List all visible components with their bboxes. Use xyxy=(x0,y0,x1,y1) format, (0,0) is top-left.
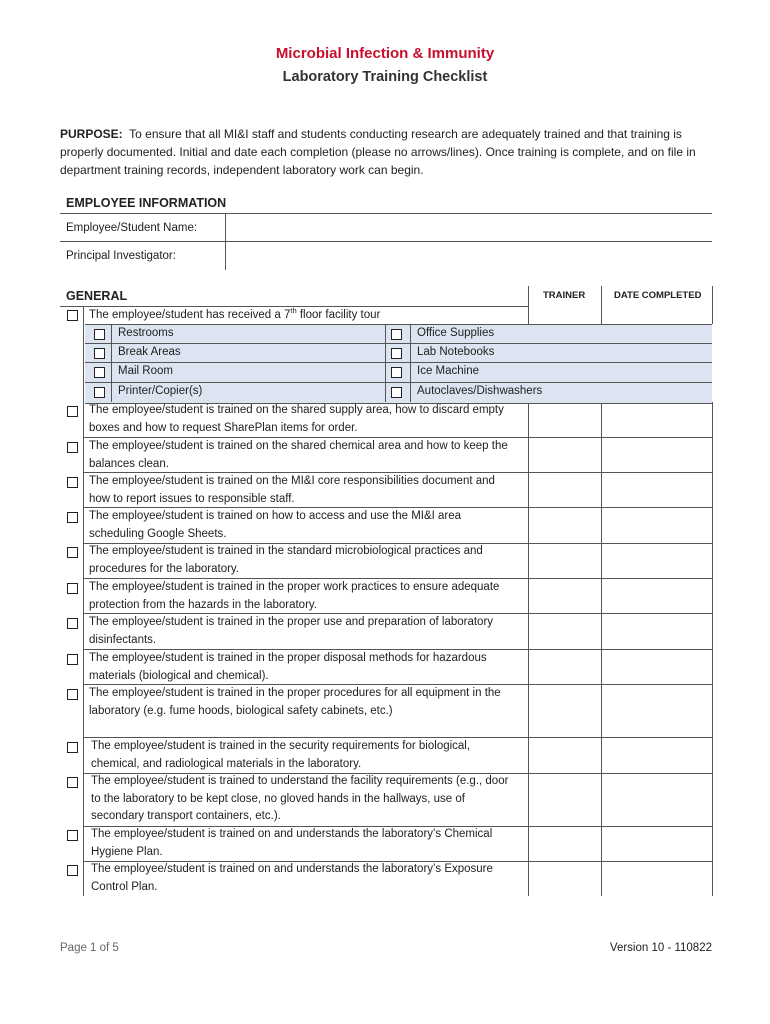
item-checkbox[interactable] xyxy=(67,654,78,665)
ice-machine-checkbox[interactable] xyxy=(391,367,402,378)
date-column-header: DATE COMPLETED xyxy=(614,290,702,301)
purpose-paragraph xyxy=(60,125,716,179)
item-checkbox[interactable] xyxy=(67,777,78,788)
checkbox-column-border xyxy=(83,306,84,896)
restrooms-checkbox[interactable] xyxy=(94,329,105,340)
item-checkbox[interactable] xyxy=(67,830,78,841)
document-subtitle: Laboratory Training Checklist xyxy=(282,69,488,85)
divider xyxy=(225,214,226,270)
document-title: Microbial Infection & Immunity xyxy=(275,45,495,62)
break-areas-checkbox[interactable] xyxy=(94,348,105,359)
printer-copier-checkbox[interactable] xyxy=(94,387,105,398)
divider xyxy=(385,325,386,402)
checklist-item-text: The employee/student is trained to understand the facility requirements (e.g., door to the laboratory to be kept close, no gloved hands in the hallways, use of secondary transport containers, etc.). xyxy=(91,775,509,822)
item-checkbox[interactable] xyxy=(67,442,78,453)
item-checkbox[interactable] xyxy=(67,406,78,417)
item-checkbox[interactable] xyxy=(67,742,78,753)
pi-label: Principal Investigator: xyxy=(66,250,176,262)
table-right-border xyxy=(712,402,713,896)
item-checkbox[interactable] xyxy=(67,689,78,700)
item-checkbox[interactable] xyxy=(67,618,78,629)
checklist-item-text: The employee/student is trained in the proper procedures for all equipment in the laboratory (e.g. fume hoods, biological safety cabinets, etc.) xyxy=(89,687,501,717)
tour-checkbox[interactable] xyxy=(67,310,78,321)
checklist-item-text: The employee/student is trained in the proper work practices to ensure adequate protection from the hazards in the laboratory. xyxy=(89,581,500,611)
purpose-text: To ensure that all MI&I staff and students conducting research are adequately trained and that training is properly documented. Initial and date each completion (please no arrows/lines). Once training is complete, and on file in department training records, independent laboratory work can begin. xyxy=(60,127,696,177)
divider xyxy=(111,325,112,402)
tour-item-ice-machine: Ice Machine xyxy=(417,365,480,377)
checklist-item-text: The employee/student is trained on and understands the laboratory’s Chemical Hygiene Plan. xyxy=(91,828,493,858)
version-label: Version 10 - 110822 xyxy=(609,942,712,954)
lab-notebooks-checkbox[interactable] xyxy=(391,348,402,359)
tour-item-autoclaves: Autoclaves/Dishwashers xyxy=(417,385,543,397)
divider xyxy=(85,343,712,344)
checklist-item-text: The employee/student is trained on the shared chemical area and how to keep the balances clean. xyxy=(89,440,508,470)
trainer-column-header: TRAINER xyxy=(543,290,586,301)
mail-room-checkbox[interactable] xyxy=(94,367,105,378)
employee-name-label: Employee/Student Name: xyxy=(66,222,198,234)
item-checkbox[interactable] xyxy=(67,512,78,523)
checklist-item-text: The employee/student is trained on how to access and use the MI&I area scheduling Google Sheets. xyxy=(89,510,462,540)
tour-item-office-supplies: Office Supplies xyxy=(417,327,495,339)
tour-item-printer-copier: Printer/Copier(s) xyxy=(118,385,203,397)
checklist-item-text: The employee/student is trained in the proper use and preparation of laboratory disinfectants. xyxy=(89,616,494,646)
checklist-item-text: The employee/student is trained in the security requirements for biological, chemical, and radiological materials in the laboratory. xyxy=(91,740,471,770)
checklist-item-text: The employee/student is trained in the proper disposal methods for hazardous materials (biological and chemical). xyxy=(89,652,487,682)
checklist-item-text: The employee/student is trained on the shared supply area, how to discard empty boxes and how to request SharePlan items for order. xyxy=(89,404,504,434)
page-number: Page 1 of 5 xyxy=(60,942,119,954)
employee-info-heading: EMPLOYEE INFORMATION xyxy=(66,196,227,210)
divider xyxy=(85,362,712,363)
checklist-item-text: The employee/student is trained on and understands the laboratory’s Exposure Control Plan. xyxy=(91,863,493,893)
divider xyxy=(85,382,712,383)
item-checkbox[interactable] xyxy=(67,583,78,594)
tour-item-mail-room: Mail Room xyxy=(118,365,173,377)
item-checkbox[interactable] xyxy=(67,477,78,488)
tour-subitems xyxy=(85,324,712,404)
general-heading: GENERAL xyxy=(66,289,128,303)
purpose-label: PURPOSE: xyxy=(60,127,123,141)
employee-name-field[interactable] xyxy=(226,214,712,241)
checklist-item-text: The employee/student is trained on the MI&I core responsibilities document and how to report issues to responsible staff. xyxy=(89,475,495,505)
pi-field[interactable] xyxy=(226,242,712,270)
autoclaves-checkbox[interactable] xyxy=(391,387,402,398)
divider xyxy=(410,325,411,402)
tour-item-text: The employee/student has received a 7th floor facility tour xyxy=(89,306,381,321)
tour-item-restrooms: Restrooms xyxy=(118,327,174,339)
checklist-item-text: The employee/student is trained in the standard microbiological practices and procedures for the laboratory. xyxy=(89,545,483,575)
item-checkbox[interactable] xyxy=(67,865,78,876)
item-checkbox[interactable] xyxy=(67,547,78,558)
office-supplies-checkbox[interactable] xyxy=(391,329,402,340)
tour-item-lab-notebooks: Lab Notebooks xyxy=(417,346,495,358)
table-right-border xyxy=(712,286,713,324)
tour-item-break-areas: Break Areas xyxy=(118,346,181,358)
